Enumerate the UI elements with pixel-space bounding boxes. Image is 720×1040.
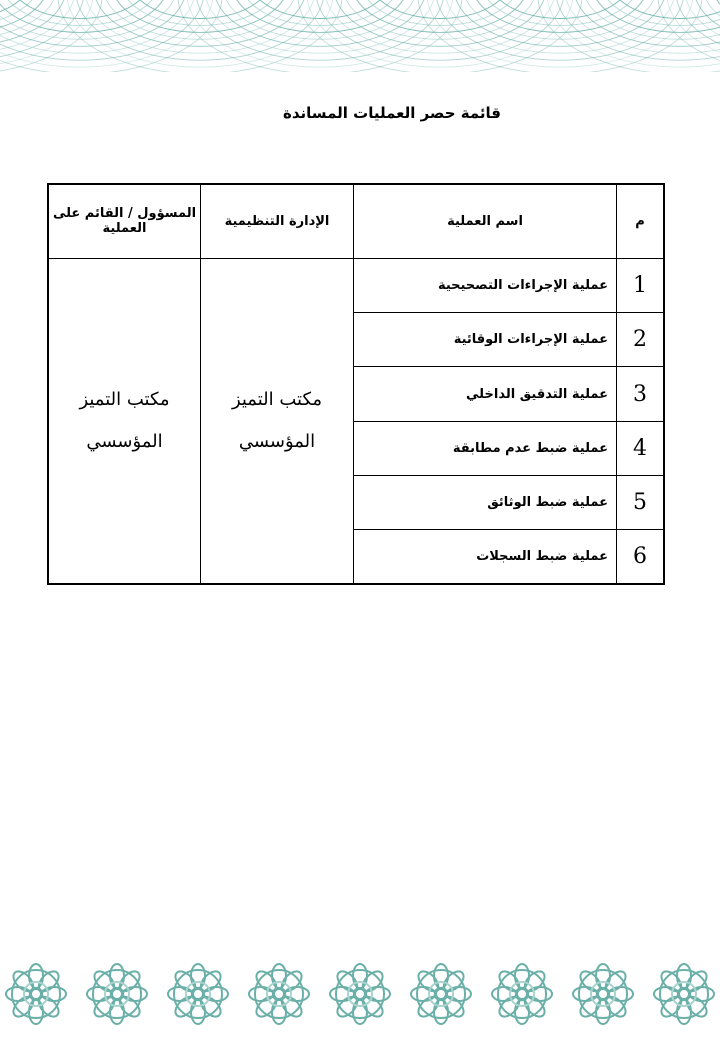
row-number: 1 [617,258,665,312]
owner-cell [48,258,201,584]
row-number: 3 [617,367,665,421]
operation-name: عملية الإجراءات التصحيحية [354,258,617,312]
row-number: 5 [617,475,665,529]
top-wave-ornament [0,0,720,72]
owner-value: مكتب التميز المؤسسي [79,388,170,452]
operation-name: عملية ضبط الوثائق [354,475,617,529]
table-header-row [48,184,664,258]
header-operation-name: اسم العملية [354,184,617,258]
bottom-medallion-ornament [0,952,720,1036]
table-row [48,258,664,312]
operation-name: عملية الإجراءات الوقائية [354,313,617,367]
operation-name: عملية ضبط عدم مطابقة [354,421,617,475]
operation-name: عملية ضبط السجلات [354,530,617,584]
row-number: 4 [617,421,665,475]
department-cell [201,258,354,584]
header-department: الإدارة التنظيمية [201,184,354,258]
operations-table [47,183,665,585]
header-number: م [617,184,665,258]
row-number: 6 [617,530,665,584]
page-title: قائمة حصر العمليات المساندة [283,104,501,122]
operation-name: عملية التدقيق الداخلي [354,367,617,421]
row-number: 2 [617,313,665,367]
department-value: مكتب التميز المؤسسي [231,388,323,452]
header-owner: المسؤول / القائم على العملية [48,184,201,258]
